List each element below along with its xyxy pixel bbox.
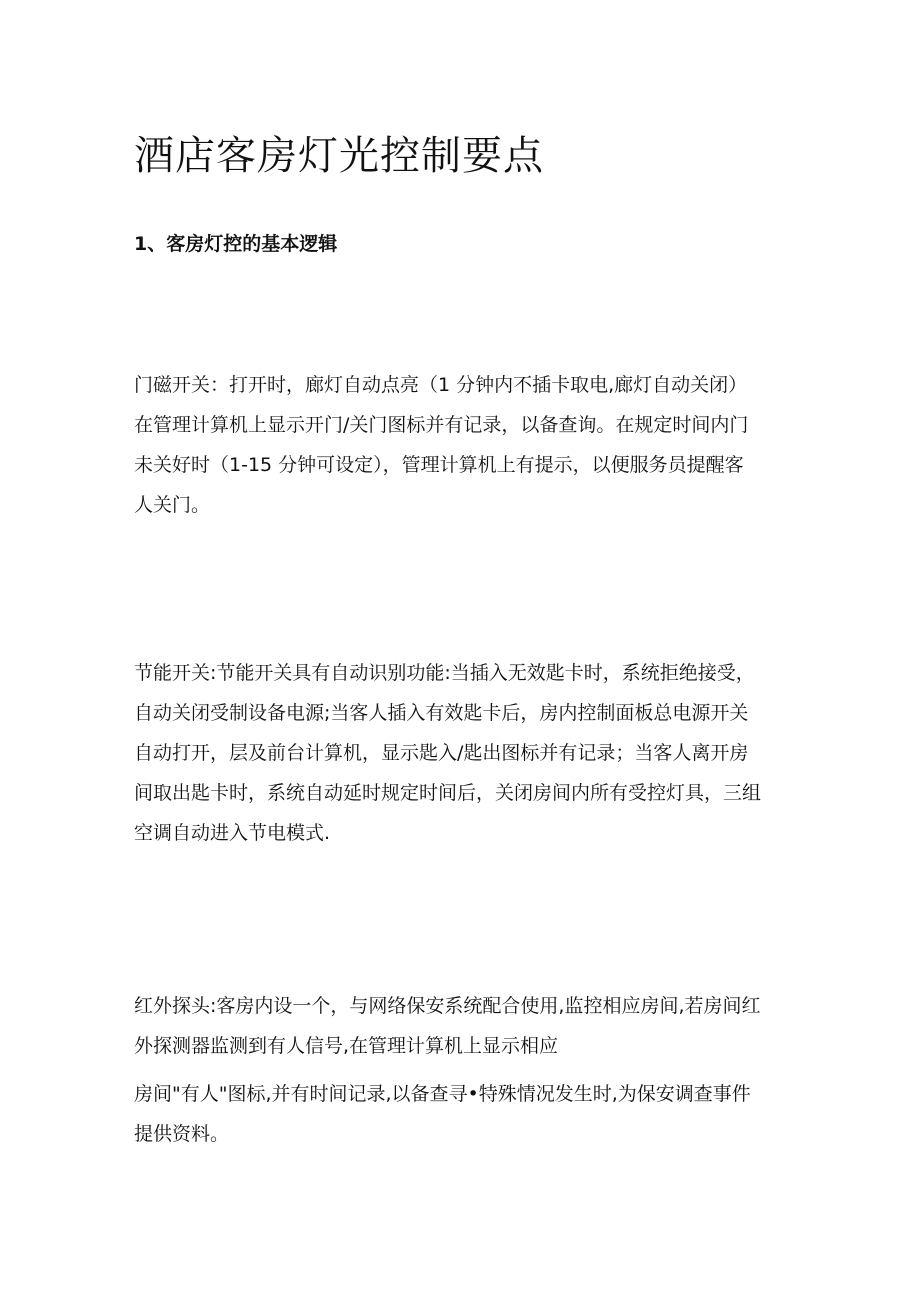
paragraph-line: 自动打开，层及前台计算机，显示匙入/匙出图标并有记录；当客人离开房 bbox=[134, 742, 749, 764]
document-title: 酒店客房灯光控制要点 bbox=[134, 133, 544, 179]
paragraph-line: 间取出匙卡时，系统自动延时规定时间后，关闭房间内所有受控灯具，三组 bbox=[134, 782, 762, 804]
paragraph-line: 在管理计算机上显示开门/关门图标并有记录，以备查询。在规定时间内门 bbox=[134, 414, 749, 436]
paragraph-energy-switch bbox=[134, 653, 794, 853]
paragraph-line: 未关好时（1-15 分钟可设定），管理计算机上有提示，以便服务员提醒客 bbox=[134, 454, 744, 476]
paragraph-line: 人关门。 bbox=[134, 494, 211, 516]
paragraph-infrared-probe bbox=[134, 986, 794, 1154]
paragraph-door-sensor bbox=[134, 365, 794, 525]
paragraph-line: 门磁开关：打开时，廊灯自动点亮（1 分钟内不插卡取电,廊灯自动关闭） bbox=[134, 374, 748, 396]
section-heading: 1、客房灯控的基本逻辑 bbox=[134, 233, 338, 255]
paragraph-line: 外探测器监测到有人信号,在管理计算机上显示相应 bbox=[134, 1035, 559, 1057]
paragraph-line: 空调自动进入节电模式. bbox=[134, 822, 331, 844]
paragraph-line: 房间"有人"图标,并有时间记录,以备查寻•特殊情况发生时,为保安调查事件 bbox=[134, 1083, 751, 1105]
paragraph-line: 节能开关:节能开关具有自动识别功能:当插入无效匙卡时，系统拒绝接受， bbox=[134, 662, 755, 684]
paragraph-line: 红外探头:客房内设一个，与网络保安系统配合使用,监控相应房间,若房间红 bbox=[134, 995, 761, 1017]
paragraph-line: 提供资料。 bbox=[134, 1123, 230, 1145]
paragraph-line: 自动关闭受制设备电源;当客人插入有效匙卡后，房内控制面板总电源开关 bbox=[134, 702, 749, 724]
